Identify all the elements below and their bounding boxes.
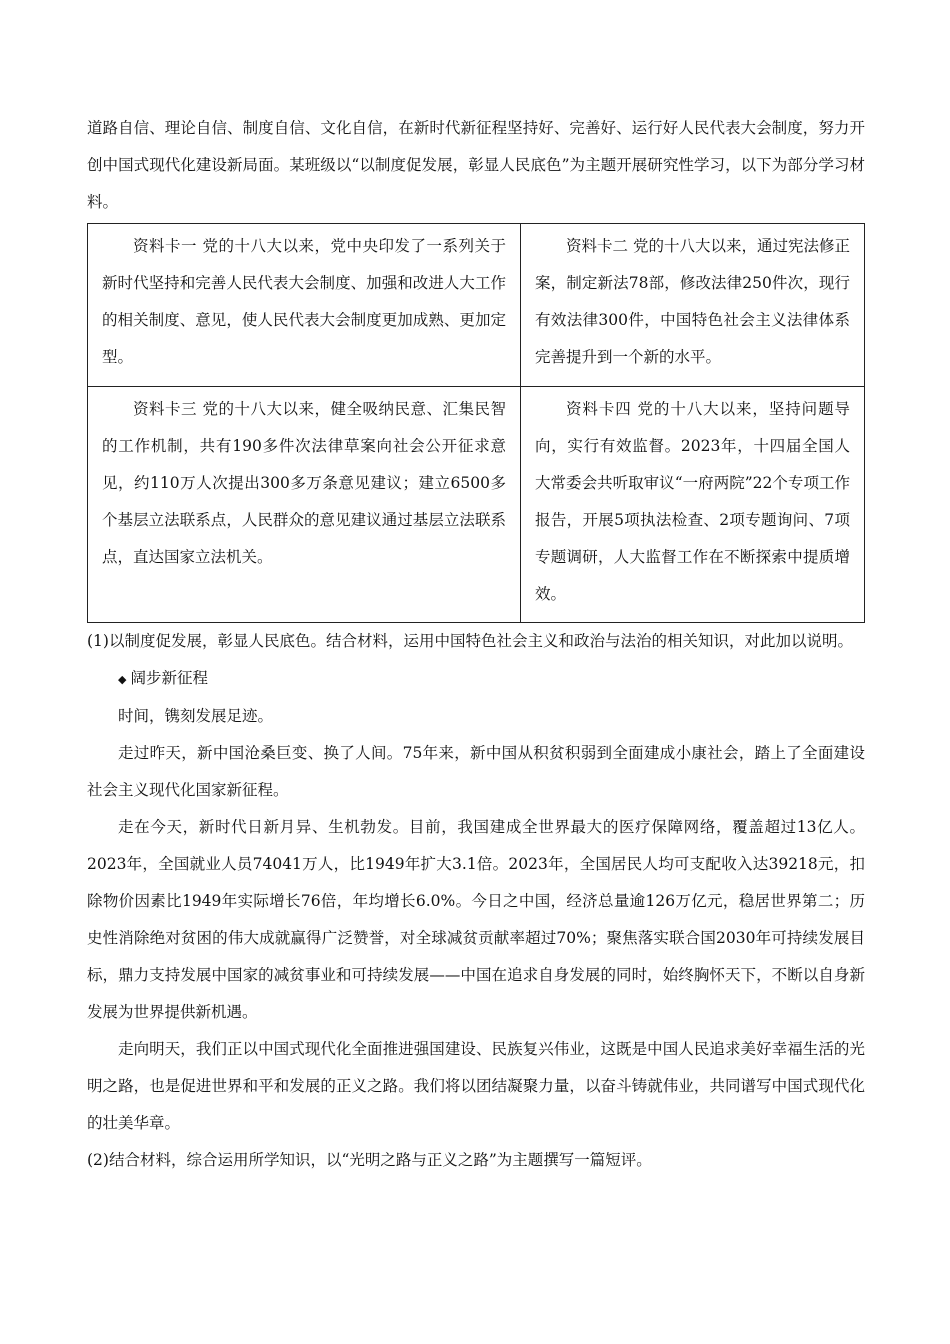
section-subheading: 时间，镌刻发展足迹。 <box>118 707 274 725</box>
question-1: (1)以制度促发展，彰显人民底色。结合材料，运用中国特色社会主义和政治与法治的相关知识，对此加以说明。 <box>87 632 853 650</box>
material-cards-table <box>87 223 865 623</box>
table-row <box>88 224 865 387</box>
intro-paragraph: 道路自信、理论自信、制度自信、文化自信，在新时代新征程坚持好、完善好、运行好人民代表大会制度，努力开创中国式现代化建设新局面。某班级以“以制度促发展，彰显人民底色”为主题开展研究性学习，以下为部分学习材料。 <box>87 119 865 211</box>
diamond-bullet-icon: ◆ <box>118 673 127 686</box>
material-card-2: 资料卡二 党的十八大以来，通过宪法修正案，制定新法78部，修改法律250件次，现行有效法律300件，中国特色社会主义法律体系完善提升到一个新的水平。 <box>521 224 865 387</box>
material-card-3: 资料卡三 党的十八大以来，健全吸纳民意、汇集民智的工作机制，共有190多件次法律草案向社会公开征求意见，约110万人次提出300多万条意见建议；建立6500多个基层立法联系点，人民群众的意见建议通过基层立法联系点，直达国家立法机关。 <box>88 387 521 623</box>
section-heading-text: 阔步新征程 <box>130 669 208 687</box>
table-row <box>88 387 865 623</box>
section-heading <box>87 660 865 698</box>
document-page <box>87 110 865 1179</box>
paragraph-tomorrow: 走向明天，我们正以中国式现代化全面推进强国建设、民族复兴伟业，这既是中国人民追求美好幸福生活的光明之路，也是促进世界和平和发展的正义之路。我们将以团结凝聚力量，以奋斗铸就伟业，共同谱写中国式现代化的壮美华章。 <box>87 1040 865 1132</box>
question-2: (2)结合材料，综合运用所学知识，以“光明之路与正义之路”为主题撰写一篇短评。 <box>87 1151 652 1169</box>
material-card-1: 资料卡一 党的十八大以来，党中央印发了一系列关于新时代坚持和完善人民代表大会制度、加强和改进人大工作的相关制度、意见，使人民代表大会制度更加成熟、更加定型。 <box>88 224 521 387</box>
paragraph-today: 走在今天，新时代日新月异、生机勃发。目前，我国建成全世界最大的医疗保障网络，覆盖超过13亿人。2023年，全国就业人员74041万人，比1949年扩大3.1倍。2023年，全国居民人均可支配收入达39218元，扣除物价因素比1949年实际增长76倍，年均增长6.0%。今日之中国，经济总量逾126万亿元，稳居世界第二；历史性消除绝对贫困的伟大成就赢得广泛赞誉，对全球减贫贡献率超过70%；聚焦落实联合国2030年可持续发展目标，鼎力支持发展中国家的减贫事业和可持续发展——中国在追求自身发展的同时，始终胸怀天下，不断以自身新发展为世界提供新机遇。 <box>87 818 865 1021</box>
paragraph-yesterday: 走过昨天，新中国沧桑巨变、换了人间。75年来，新中国从积贫积弱到全面建成小康社会，踏上了全面建设社会主义现代化国家新征程。 <box>87 744 865 799</box>
material-card-4: 资料卡四 党的十八大以来，坚持问题导向，实行有效监督。2023年，十四届全国人大常委会共听取审议“一府两院”22个专项工作报告，开展5项执法检查、2项专题询问、7项专题调研，人大监督工作在不断探索中提质增效。 <box>521 387 865 623</box>
